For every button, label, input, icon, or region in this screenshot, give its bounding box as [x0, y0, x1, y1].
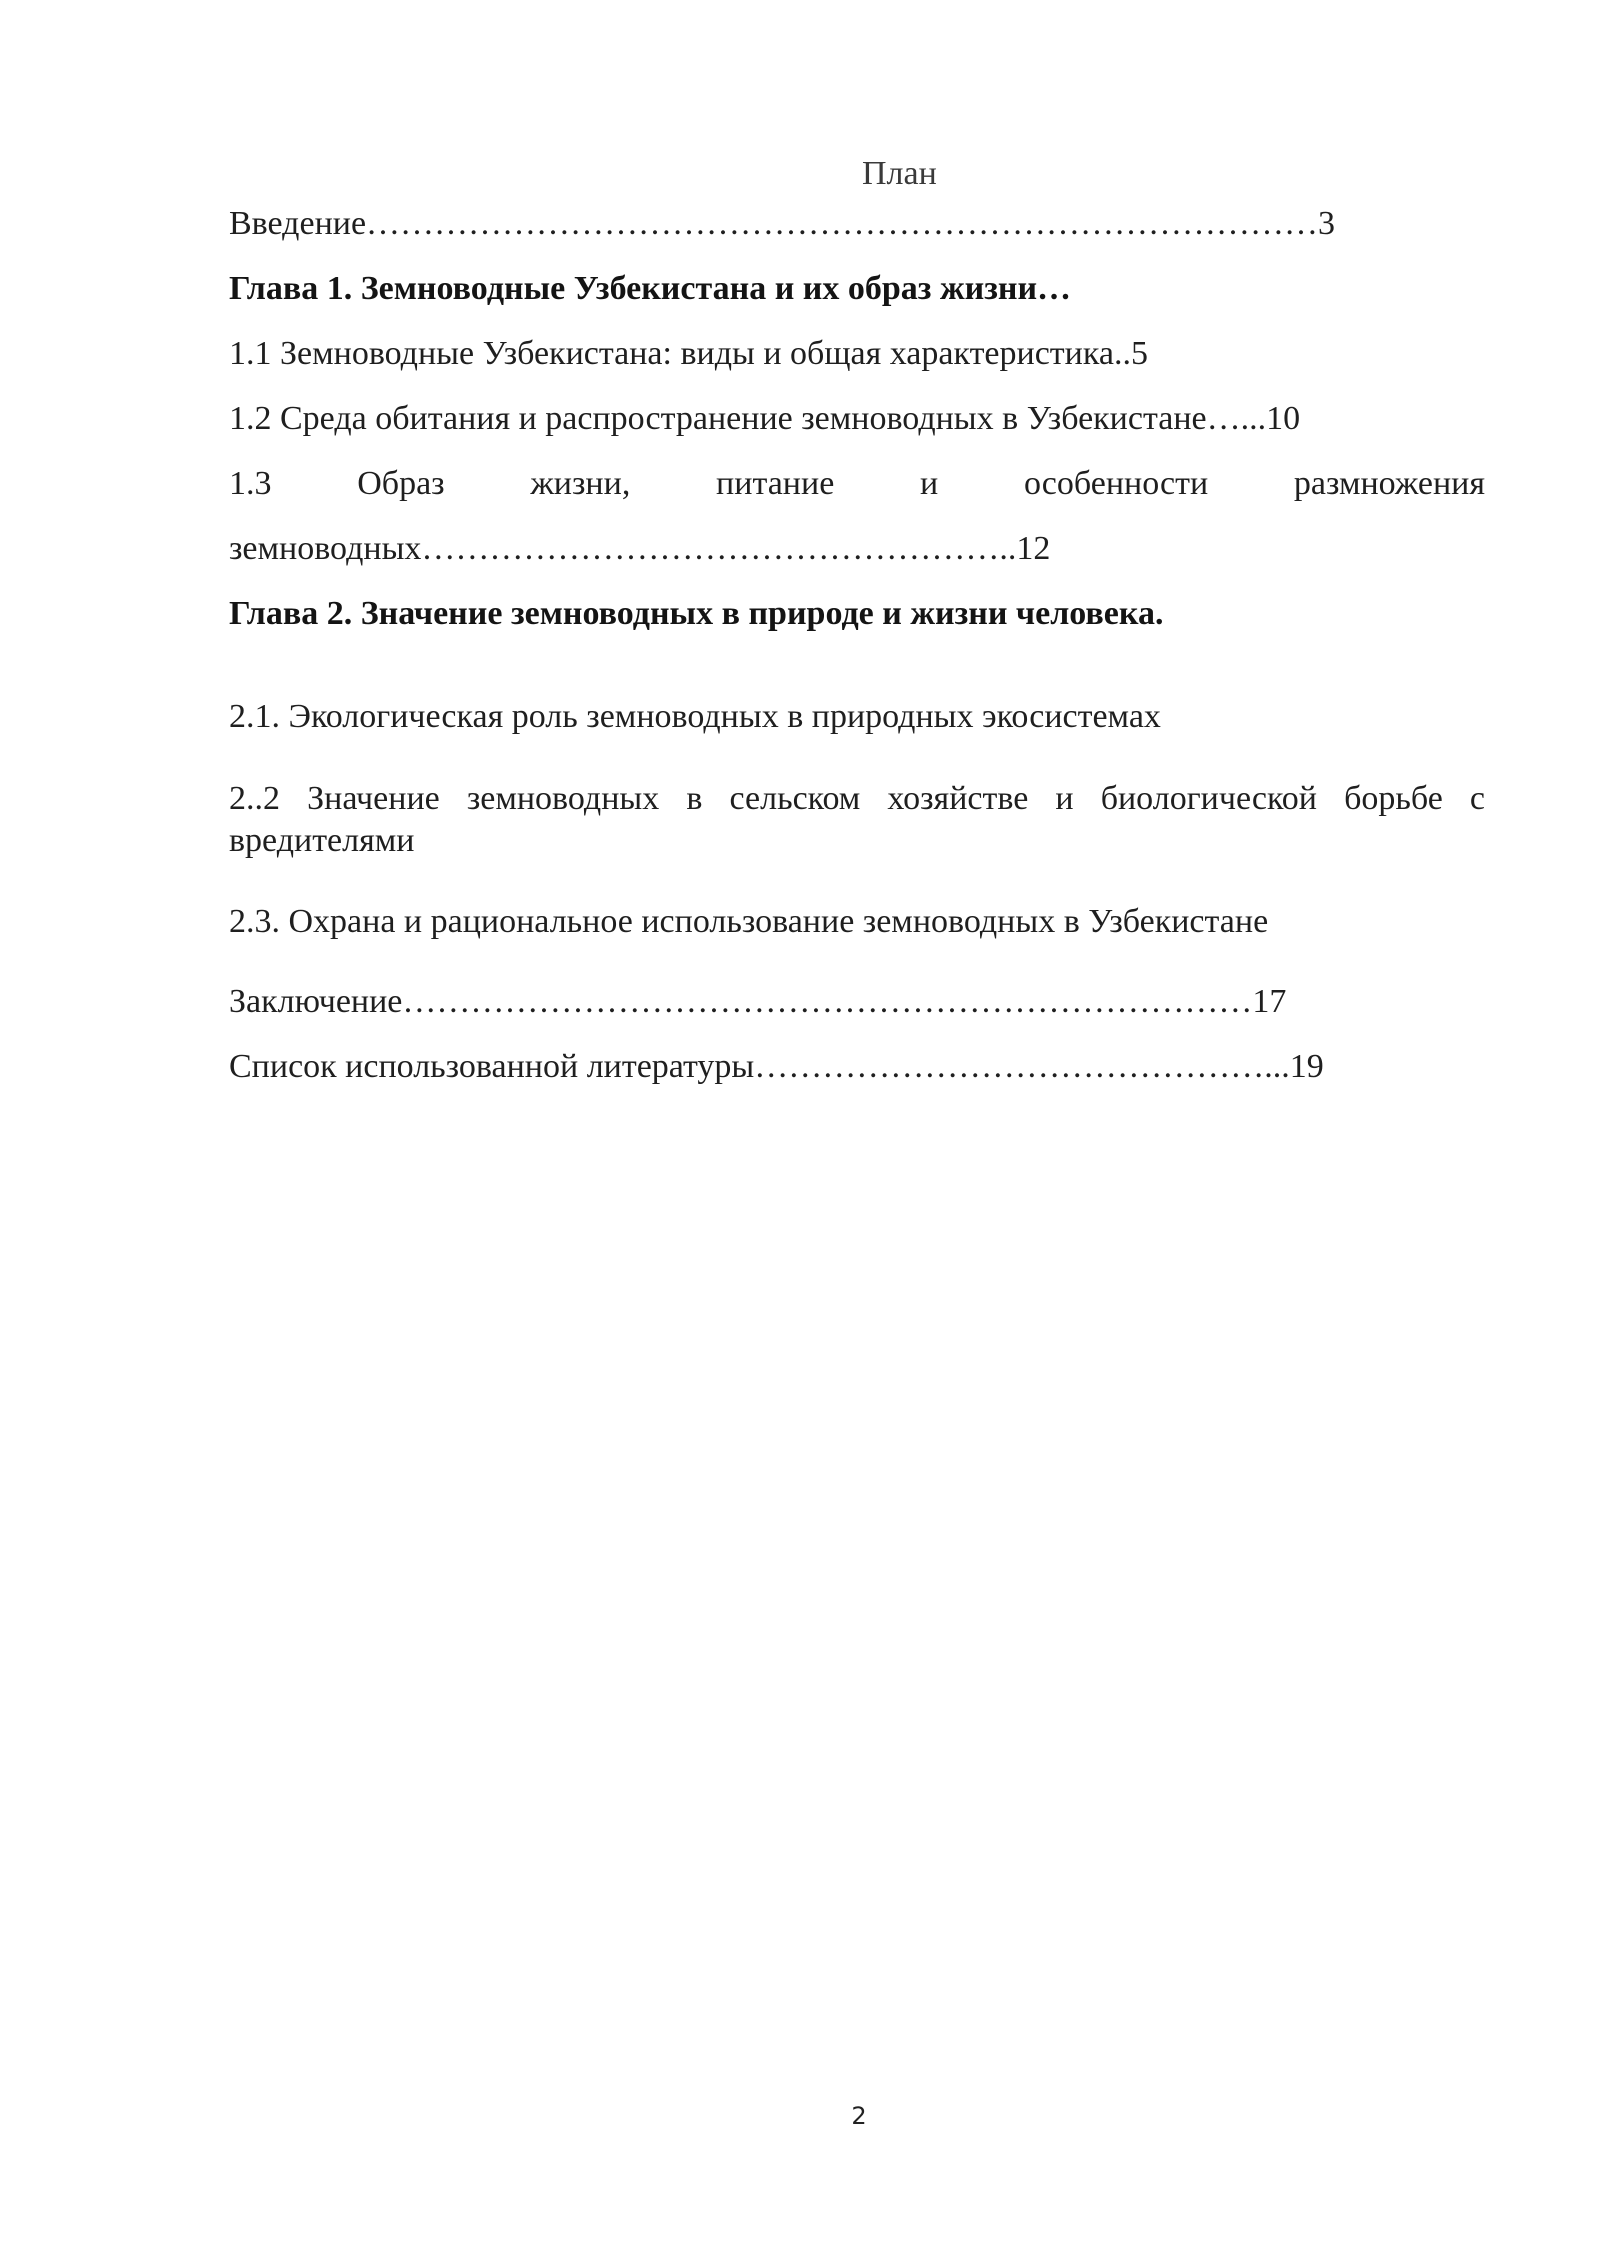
- toc-word: в: [686, 780, 703, 817]
- toc-word: размножения: [1293, 465, 1485, 502]
- toc-title: План: [862, 155, 937, 192]
- toc-word: биологической: [1100, 780, 1317, 817]
- toc-entry-section-2-1: 2.1. Экологическая роль земноводных в природных экосистемах: [229, 698, 1161, 735]
- toc-entry-section-2-3: 2.3. Охрана и рациональное использование земноводных в Узбекистане: [229, 903, 1269, 940]
- toc-word: 2..2: [229, 780, 280, 817]
- toc-word: Значение: [307, 780, 440, 817]
- toc-entry-section-2-2: [229, 775, 1485, 823]
- toc-word: сельском: [729, 780, 861, 817]
- toc-entry-conclusion: Заключение…………………………………………………………………17: [229, 983, 1287, 1020]
- toc-entry-section-1-3-continued: земноводных……………………………………………..12: [229, 530, 1051, 567]
- toc-entry-references: Список использованной литературы………………………………………...19: [229, 1048, 1324, 1085]
- toc-word: питание: [716, 465, 835, 502]
- toc-entry-introduction: Введение…………………………………………………………………………3: [229, 205, 1336, 242]
- toc-word: и: [1055, 780, 1074, 817]
- toc-word: 1.3: [229, 465, 272, 502]
- page-number: 2: [851, 2102, 867, 2130]
- toc-entry-section-1-2: 1.2 Среда обитания и распространение земноводных в Узбекистане…...10: [229, 400, 1301, 437]
- toc-entry-chapter-1: Глава 1. Земноводные Узбекистана и их образ жизни…: [229, 270, 1072, 307]
- toc-word: Образ: [357, 465, 445, 502]
- toc-entry-section-1-1: 1.1 Земноводные Узбекистана: виды и общая характеристика..5: [229, 335, 1148, 372]
- toc-word: земноводных: [466, 780, 660, 817]
- toc-entry-section-2-2-continued: вредителями: [229, 822, 415, 859]
- toc-word: особенности: [1023, 465, 1209, 502]
- toc-entry-section-1-3: [229, 460, 1485, 508]
- toc-entry-chapter-2: Глава 2. Значение земноводных в природе и жизни человека.: [229, 595, 1164, 632]
- toc-word: жизни,: [530, 465, 631, 502]
- toc-word: борьбе: [1344, 780, 1443, 817]
- toc-word: хозяйстве: [887, 780, 1029, 817]
- toc-word: и: [920, 465, 939, 502]
- toc-word: с: [1469, 780, 1485, 817]
